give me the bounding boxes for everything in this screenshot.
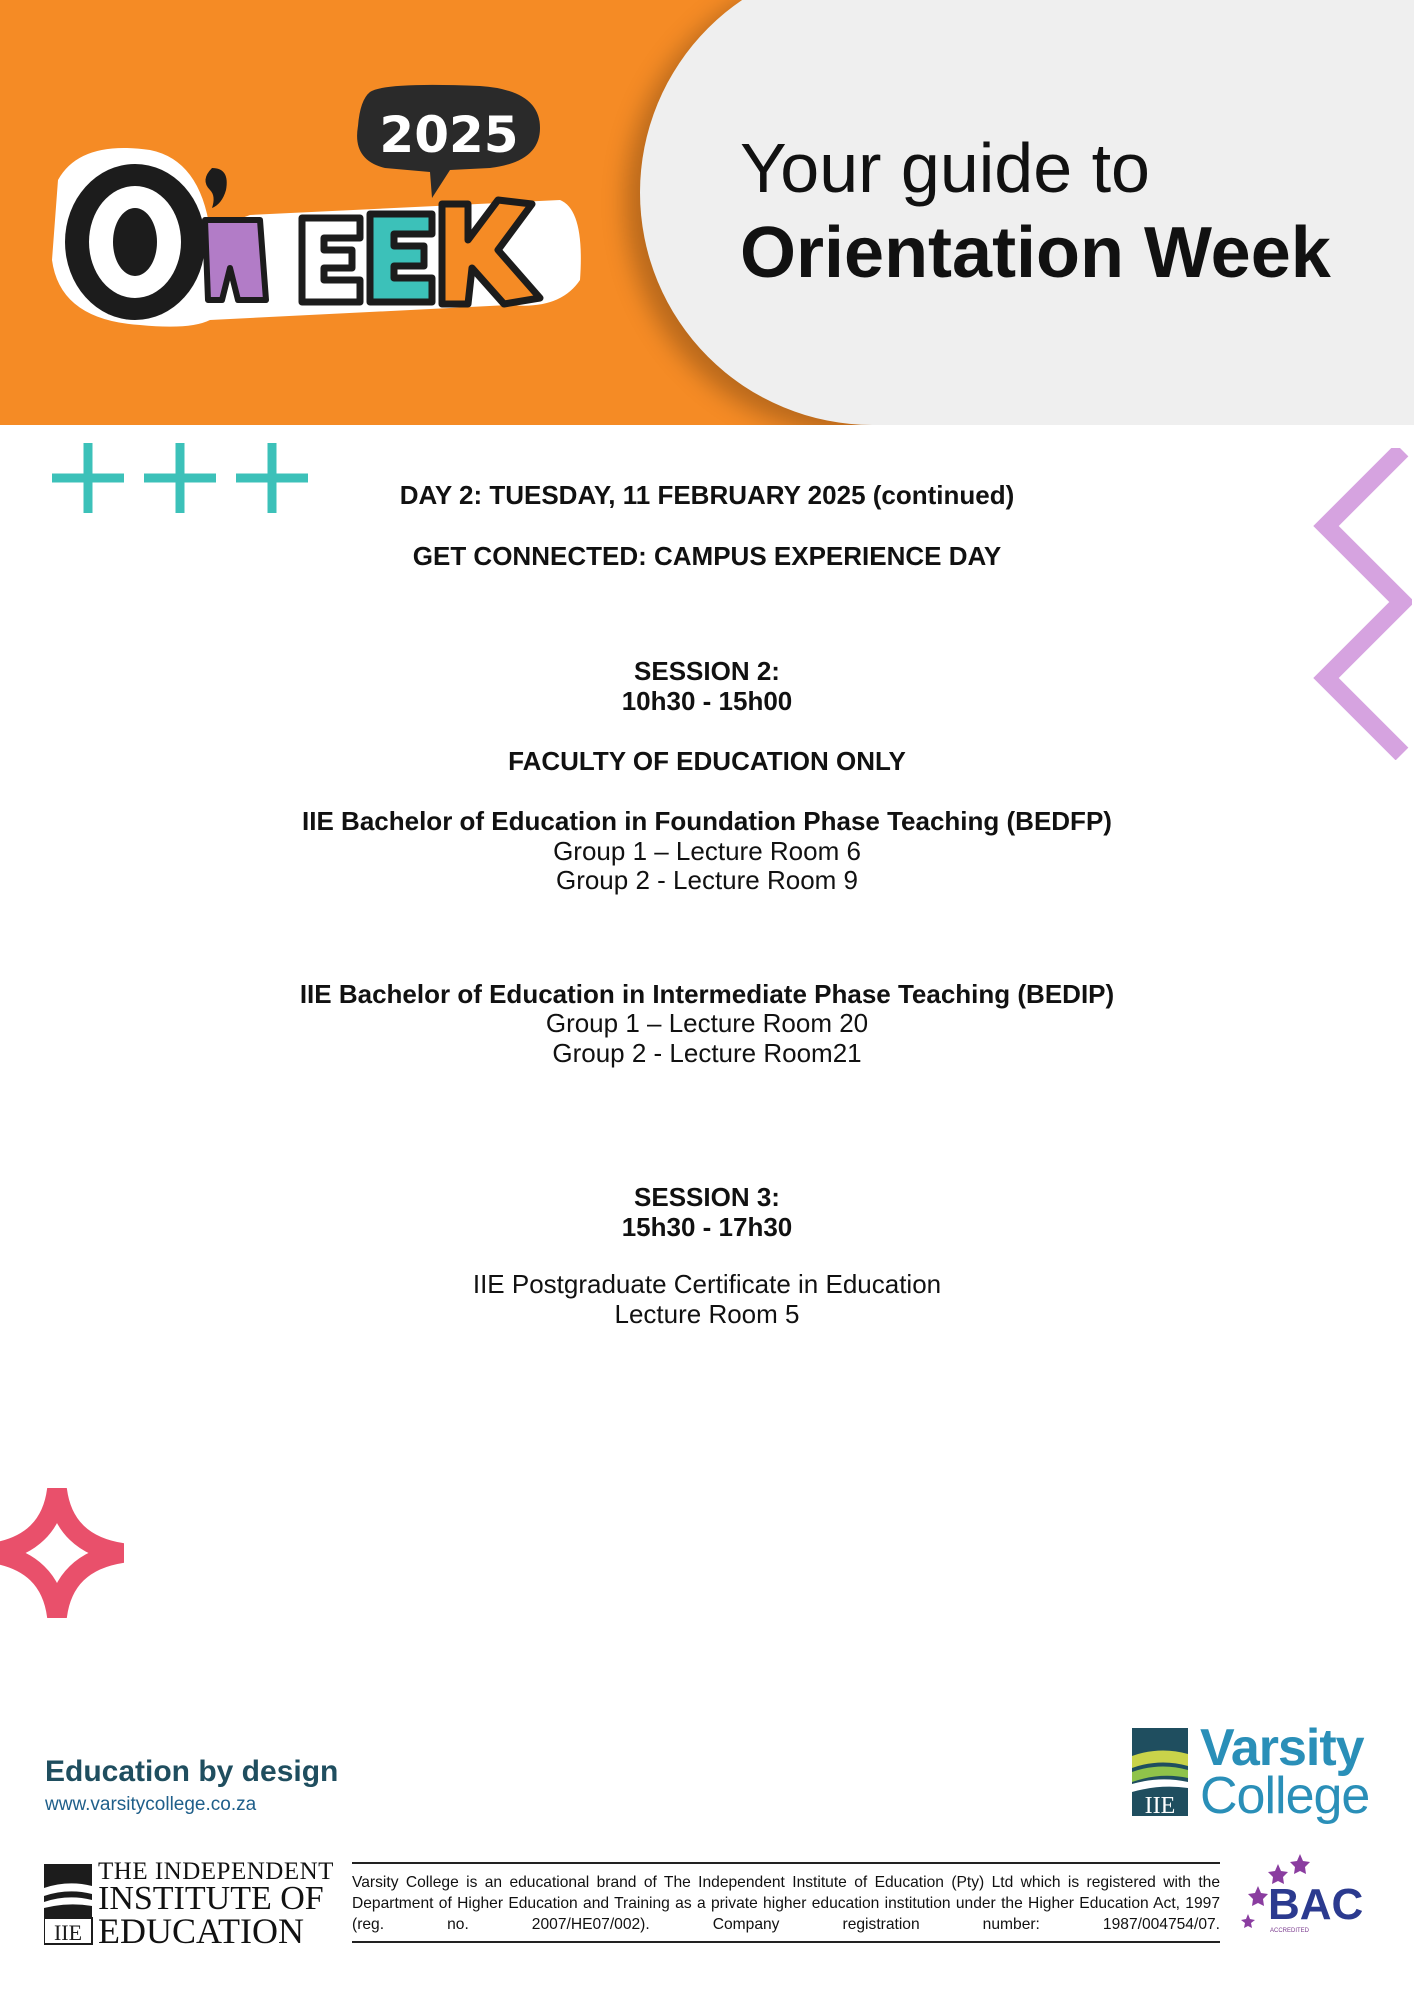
- group-line: Group 2 - Lecture Room 9: [555, 865, 859, 895]
- sparkle-icon: [0, 1488, 124, 1618]
- group-line: Group 2 - Lecture Room21: [552, 1038, 862, 1068]
- session2-label: SESSION 2:: [634, 656, 780, 686]
- vc-logo-word-varsity: Varsity: [1200, 1719, 1364, 1777]
- logo-year: 2025: [379, 106, 519, 164]
- footer-tagline: Education by design: [45, 1755, 339, 1788]
- oweek-logo: [40, 80, 600, 330]
- iie-logo-line1: THE INDEPENDENT: [98, 1858, 334, 1885]
- banner-title: Orientation Week: [740, 213, 1331, 293]
- session3-label: SESSION 3:: [634, 1182, 780, 1212]
- day-theme: GET CONNECTED: CAMPUS EXPERIENCE DAY: [412, 541, 1002, 571]
- footer-url[interactable]: www.varsitycollege.co.za: [45, 1794, 257, 1815]
- banner-subtitle: Your guide to: [740, 129, 1150, 207]
- iie-logo-line3: EDUCATION: [98, 1911, 304, 1951]
- programme-title: IIE Bachelor of Education in Foundation Phase Teaching (BEDFP): [302, 806, 1112, 836]
- session3-room: Lecture Room 5: [614, 1299, 800, 1329]
- legal-disclaimer: Varsity College is an educational brand of The Independent Institute of Education (Pty) Ltd which is registered with the Department of Higher Education and Training as a private higher education institution under the Higher Education Act, 1997 (reg. no. 2007/HE07/002). Company registration number: 1987/004754/07.: [352, 1874, 1220, 1933]
- session3-time: 15h30 - 17h30: [621, 1212, 793, 1242]
- group-line: Group 1 – Lecture Room 6: [553, 836, 861, 866]
- day-heading: DAY 2: TUESDAY, 11 FEBRUARY 2025 (continued): [399, 480, 1015, 510]
- programme-title: IIE Bachelor of Education in Intermediate Phase Teaching (BEDIP): [299, 979, 1115, 1009]
- svg-text:IIE: IIE: [1144, 1793, 1176, 1819]
- faculty-note: FACULTY OF EDUCATION ONLY: [508, 746, 906, 776]
- legal-disclaimer-box: [352, 1862, 1220, 1943]
- bac-logo-text: BAC: [1268, 1880, 1364, 1929]
- group-line: Group 1 – Lecture Room 20: [545, 1008, 869, 1038]
- iie-logo-line2: INSTITUTE OF: [98, 1880, 324, 1917]
- iie-mark: IIE: [53, 1920, 83, 1945]
- session2-time: 10h30 - 15h00: [621, 686, 793, 716]
- bac-logo-caption: ACCREDITED: [1270, 1928, 1310, 1934]
- vc-logo-word-college: College: [1200, 1767, 1370, 1825]
- session3-programme: IIE Postgraduate Certificate in Education: [472, 1269, 942, 1299]
